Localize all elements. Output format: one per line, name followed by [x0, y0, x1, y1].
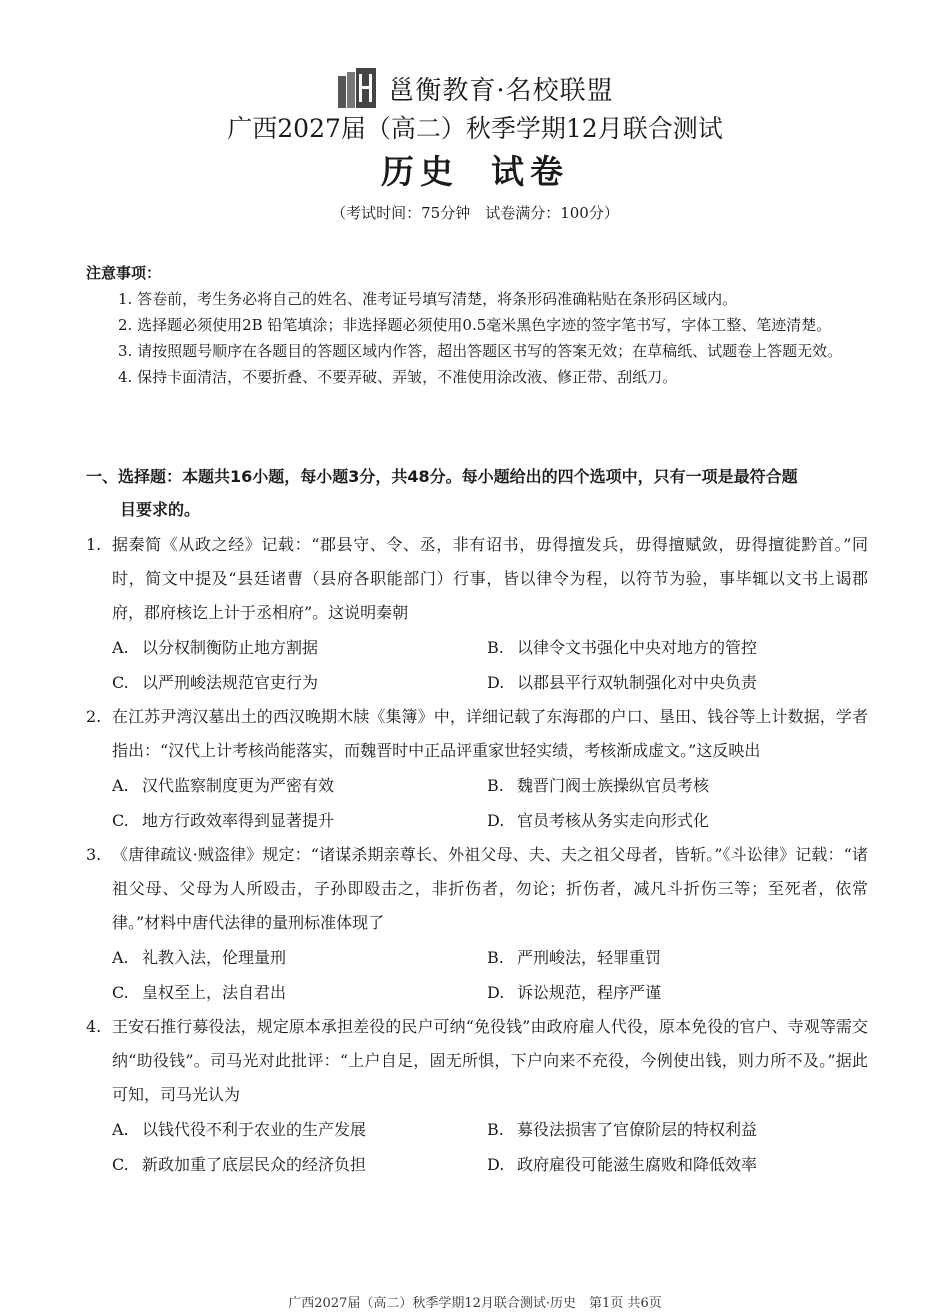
option-c[interactable]: C. 以严刑峻法规范官吏行为	[112, 673, 319, 692]
question-number: 3.	[86, 845, 102, 864]
notice-item: 3. 请按照题号顺序在各题目的答题区域内作答，超出答题区书写的答案无效；在草稿纸、试题卷上答题无效。	[118, 342, 843, 360]
option-b[interactable]: B. 募役法损害了官僚阶层的特权利益	[487, 1120, 758, 1139]
question-stem: 王安石推行募役法，规定原本承担差役的民户可纳“免役钱”由政府雇人代役，原本免役的官户、寺观等需交纳“助役钱”。司马光对此批评：“上户自足，固无所惧，下户向来不充役，今例使出钱，则力所不及。”据此可知，司马光认为	[112, 1017, 868, 1104]
question-stem: 《唐律疏议·贼盗律》规定：“诸谋杀期亲尊长、外祖父母、夫、夫之祖父母者，皆斩。”《斗讼律》记载：“诸祖父母、父母为人所殴击，子孙即殴击之，非折伤者，勿论；折伤者，减凡斗折伤三等；至死者，依常律。”材料中唐代法律的量刑标准体现了	[112, 845, 868, 932]
option-c[interactable]: C. 新政加重了底层民众的经济负担	[112, 1155, 367, 1174]
question-1	[86, 528, 868, 700]
option-d[interactable]: D. 官员考核从务实走向形式化	[487, 811, 710, 830]
notice-item: 2. 选择题必须使用2B 铅笔填涂；非选择题必须使用0.5毫米黑色字迹的签字笔书写，字体工整、笔迹清楚。	[118, 316, 832, 334]
question-3	[86, 838, 868, 1010]
option-a[interactable]: A. 以分权制衡防止地方割据	[112, 638, 319, 657]
question-4	[86, 1010, 868, 1182]
option-d[interactable]: D. 诉讼规范，程序严谨	[487, 983, 662, 1002]
exam-header	[0, 66, 950, 224]
option-c[interactable]: C. 皇权至上，法自君出	[112, 983, 287, 1002]
exam-title: 广西2027届（高二）秋季学期12月联合测试	[227, 114, 723, 143]
question-stem: 据秦简《从政之经》记载：“郡县守、令、丞，非有诏书，毋得擅发兵，毋得擅赋敛，毋得擅徙黔首。”同时，简文中提及“县廷诸曹（县府各职能部门）行事，皆以律令为程，以符节为验，事毕辄以文书上谒郡府，郡府核讫上计于丞相府”。这说明秦朝	[112, 535, 868, 622]
option-b[interactable]: B. 魏晋门阀士族操纵官员考核	[487, 776, 710, 795]
section-heading-line2: 目要求的。	[120, 500, 201, 519]
section-heading-line1: 一、选择题：本题共16小题，每小题3分，共48分。每小题给出的四个选项中，只有一项是最符合题	[86, 467, 798, 486]
option-d[interactable]: D. 政府雇役可能滋生腐败和降低效率	[487, 1155, 758, 1174]
option-b[interactable]: B. 以律令文书强化中央对地方的管控	[487, 638, 758, 657]
question-list	[86, 528, 868, 1182]
question-2	[86, 700, 868, 838]
page-footer: 广西2027届（高二）秋季学期12月联合测试·历史 第1页 共6页	[288, 1296, 662, 1311]
question-number: 4.	[86, 1017, 102, 1036]
option-c[interactable]: C. 地方行政效率得到显著提升	[112, 811, 335, 830]
books-logo-icon	[336, 66, 380, 110]
exam-info: （考试时间：75分钟 试卷满分：100分）	[331, 204, 619, 222]
question-number: 1.	[86, 535, 102, 554]
brand-name: 邕衡教育·名校联盟	[388, 75, 614, 106]
question-options	[86, 940, 868, 1010]
option-d[interactable]: D. 以郡县平行双轨制强化对中央负责	[487, 673, 758, 692]
notice-title: 注意事项：	[86, 264, 162, 282]
option-a[interactable]: A. 礼教入法，伦理量刑	[112, 948, 287, 967]
option-a[interactable]: A. 以钱代役不利于农业的生产发展	[112, 1120, 367, 1139]
option-b[interactable]: B. 严刑峻法，轻罪重罚	[487, 948, 662, 967]
notice-block	[86, 260, 868, 390]
notice-item: 4. 保持卡面清洁，不要折叠、不要弄破、弄皱，不准使用涂改液、修正带、刮纸刀。	[118, 368, 678, 386]
subject-title	[0, 150, 950, 194]
notice-item: 1. 答卷前，考生务必将自己的姓名、准考证号填写清楚，将条形码准确粘贴在条形码区域内。	[118, 290, 738, 308]
question-stem: 在江苏尹湾汉墓出土的西汉晚期木牍《集簿》中，详细记载了东海郡的户口、垦田、钱谷等上计数据，学者指出：“汉代上计考核尚能落实，而魏晋时中正品评重家世轻实绩，考核渐成虚文。”这反映出	[112, 707, 868, 760]
paper-label: 试卷	[491, 152, 569, 191]
question-options	[86, 768, 868, 838]
option-a[interactable]: A. 汉代监察制度更为严密有效	[112, 776, 335, 795]
subject-name: 历史	[381, 152, 459, 191]
brand-row	[0, 66, 950, 110]
section-heading	[86, 460, 868, 526]
question-options	[86, 1112, 868, 1182]
question-options	[86, 630, 868, 700]
question-number: 2.	[86, 707, 102, 726]
